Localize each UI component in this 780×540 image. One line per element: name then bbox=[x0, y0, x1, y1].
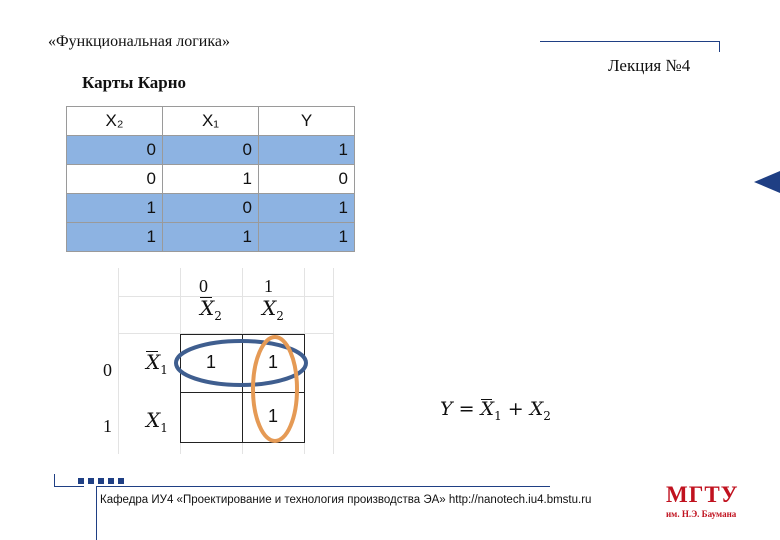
table-cell: 0 bbox=[163, 136, 259, 165]
table-cell: 0 bbox=[163, 194, 259, 223]
header-rule bbox=[540, 41, 720, 42]
kmap-row-var-not-x1: $X_1$ bbox=[146, 350, 168, 377]
footer-rule bbox=[96, 486, 550, 487]
university-logo-subtitle: им. Н.Э. Баумана bbox=[666, 509, 737, 519]
table-cell: 1 bbox=[259, 136, 355, 165]
table-cell: 1 bbox=[67, 194, 163, 223]
table-cell: 0 bbox=[67, 165, 163, 194]
table-row bbox=[67, 136, 355, 165]
kmap-cell: 1 bbox=[205, 352, 216, 372]
footer-rule bbox=[96, 486, 97, 540]
kmap-row-index: 1 bbox=[103, 416, 112, 436]
column-group-loop bbox=[253, 337, 297, 441]
kmap-row-var-x1: $X_1$ bbox=[146, 408, 168, 435]
truth-table-header bbox=[67, 107, 355, 136]
kmap-col-index: 1 bbox=[264, 276, 273, 296]
kmap-cell: 1 bbox=[267, 352, 278, 372]
header-rule-tick bbox=[719, 41, 720, 52]
table-cell: 0 bbox=[67, 136, 163, 165]
university-logo: МГТУ bbox=[666, 482, 739, 507]
kmap-loops bbox=[170, 335, 320, 445]
truth-table bbox=[66, 106, 355, 252]
table-cell: 1 bbox=[163, 223, 259, 252]
table-cell: 1 bbox=[259, 194, 355, 223]
footer-dots bbox=[78, 478, 128, 484]
kmap-row-index: 0 bbox=[103, 360, 112, 380]
column-header-x2: X₂ bbox=[67, 107, 163, 136]
side-marker-icon bbox=[754, 171, 780, 193]
table-cell: 1 bbox=[259, 223, 355, 252]
department-text: Кафедра ИУ4 «Проектирование и технология производства ЭА» http://nanotech.iu4.bmstu.ru bbox=[100, 494, 592, 506]
course-title: «Функциональная логика» bbox=[48, 33, 230, 50]
kmap-cell: 1 bbox=[267, 406, 278, 426]
slide-topic: Карты Карно bbox=[82, 73, 187, 92]
kmap-col-index: 0 bbox=[199, 276, 208, 296]
lecture-number: Лекция №4 bbox=[608, 56, 691, 75]
footer-rule bbox=[54, 486, 84, 487]
table-row bbox=[67, 165, 355, 194]
column-header-x1: X₁ bbox=[163, 107, 259, 136]
table-cell: 1 bbox=[67, 223, 163, 252]
kmap-col-var-x2: $X_2$ bbox=[262, 296, 284, 323]
table-row bbox=[67, 223, 355, 252]
simplified-formula: $Y = X_1 + X_2$ bbox=[440, 398, 551, 423]
table-row bbox=[67, 194, 355, 223]
footer-rule bbox=[54, 474, 55, 486]
table-cell: 0 bbox=[259, 165, 355, 194]
column-header-y: Y bbox=[259, 107, 355, 136]
grid-line bbox=[118, 296, 334, 297]
kmap-col-var-not-x2: $X_2$ bbox=[200, 296, 222, 323]
table-cell: 1 bbox=[163, 165, 259, 194]
